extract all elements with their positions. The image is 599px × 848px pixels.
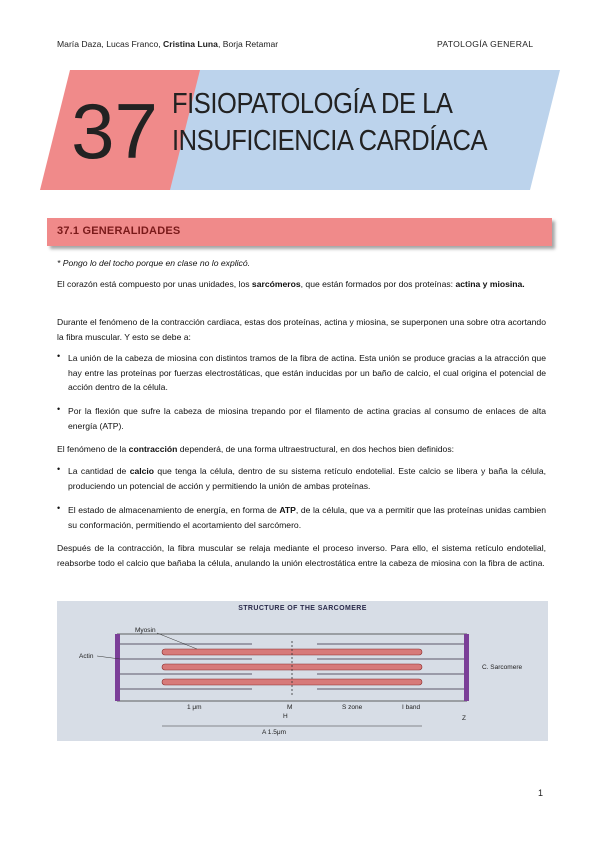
paragraph-1: El corazón está compuesto por unas unidades, los sarcómeros, que están formados por dos proteínas: actina y miosina. (57, 279, 525, 289)
running-header-subject: PATOLOGÍA GENERAL (437, 39, 534, 49)
page-number: 1 (538, 788, 544, 798)
label-a-band: A 1.5μm (262, 729, 286, 736)
chapter-banner (40, 70, 560, 190)
bullet-marker: • (57, 351, 61, 361)
bullet-marker: • (57, 464, 61, 474)
note-text: * Pongo lo del tocho porque en clase no lo explicó. (57, 258, 251, 268)
z-line-right (464, 634, 469, 701)
bullet-marker: • (57, 503, 61, 513)
running-header-authors: María Daza, Lucas Franco, Cristina Luna, Borja Retamar (57, 39, 279, 49)
bullet-item-1: La unión de la cabeza de miosina con distintos tramos de la fibra de actina. Esta unión se produce gracias a la atracción que hay entre las proteínas por fuerzas electrostáticas, que están inducidas por un baño de calcio, el cual origina el potencial de acción dentro de la célula. (68, 353, 546, 392)
label-1um: 1 μm (187, 704, 202, 711)
z-line-left (115, 634, 120, 701)
section-heading-bar (47, 218, 552, 246)
pointer-line (157, 633, 197, 649)
bullet-marker: • (57, 404, 61, 414)
figure-title: STRUCTURE OF THE SARCOMERE (238, 605, 367, 612)
sarcomere-figure (57, 601, 548, 741)
paragraph-2: Durante el fenómeno de la contracción cardiaca, estas dos proteínas, actina y miosina, se superponen una sobre otra acortando la fibra muscular. Y esto se debe a: (57, 317, 546, 342)
bullet-item-2: Por la flexión que sufre la cabeza de miosina trepando por el filamento de actina gracias al consumo de enlaces de alta energía (ATP). (68, 406, 546, 431)
label-myosin: Myosin (135, 627, 156, 634)
label-actin: Actin (79, 653, 94, 660)
label-m: M (287, 704, 293, 711)
paragraph-4: Después de la contracción, la fibra muscular se relaja mediante el proceso inverso. Para ello, el sistema retículo endotelial, reabsorbe todo el calcio que bañaba la célula, anulando la unión electrostática entre la cabeza de miosina con la fibra de actina. (57, 543, 546, 568)
chapter-title: FISIOPATOLOGÍA DE LA INSUFICIENCIA CARDÍACA (172, 88, 488, 157)
label-sarcomere: C. Sarcomere (482, 664, 523, 671)
bullet-item-3: La cantidad de calcio que tenga la célula, dentro de su sistema retículo endotelial. Este calcio se libera y baña la célula, produciendo un potencial de acción y permitiendo la unión de ambas proteínas. (68, 466, 547, 491)
label-s-zone: S zone (342, 704, 363, 711)
paragraph-3: El fenómeno de la contracción dependerá, de una forma ultraestructural, en dos hechos bien definidos: (57, 444, 455, 454)
sarcomere-diagram (57, 601, 548, 741)
chapter-number: 37 (71, 87, 158, 175)
section-title: 37.1 GENERALIDADES (57, 225, 181, 237)
label-h: H (283, 713, 288, 720)
label-z: Z (462, 715, 466, 722)
label-i-band: I band (402, 704, 421, 711)
bullet-item-4: El estado de almacenamiento de energía, en forma de ATP, de la célula, que va a permitir que las proteínas unidas cambien su conformación, permitiendo el acortamiento del sarcómero. (68, 505, 546, 530)
